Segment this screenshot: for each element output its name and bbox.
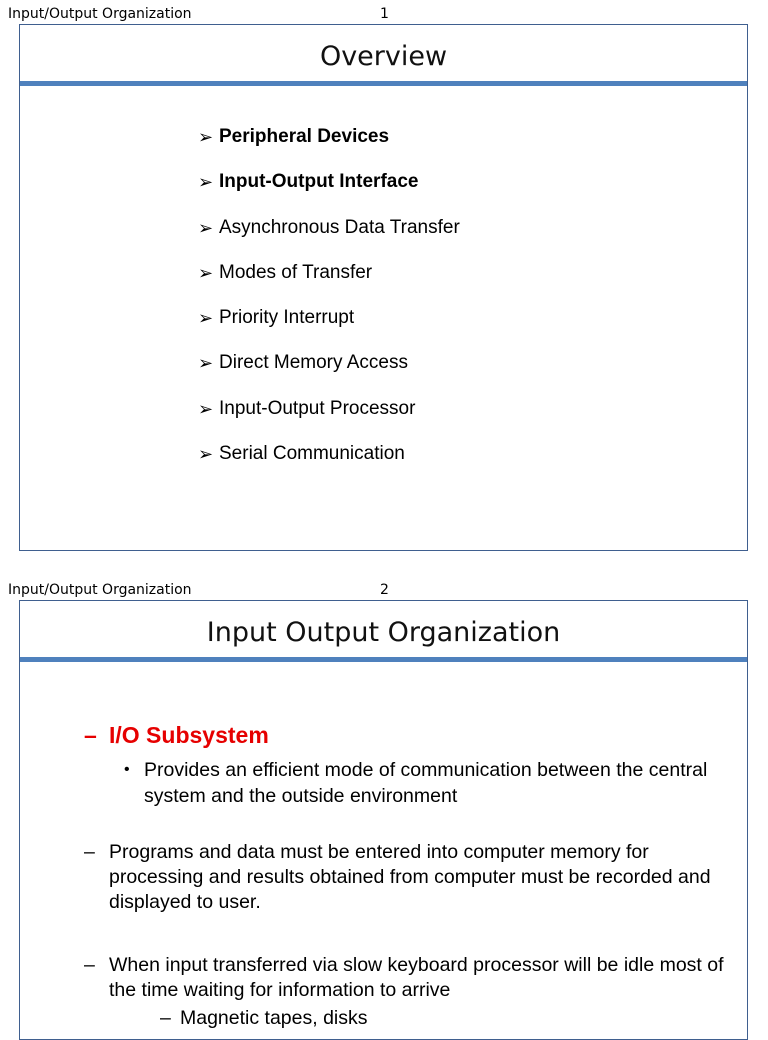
overview-bullet-item <box>198 170 460 215</box>
bullet-text: Peripheral Devices <box>219 126 390 147</box>
overview-bullet-list <box>198 125 460 487</box>
item-text: When input transferred via slow keyboard processor will be idle most of the time waiting for information to arrive <box>109 954 724 1001</box>
subitem-text: Magnetic tapes, disks <box>180 1007 368 1029</box>
overview-bullet-item <box>198 397 460 442</box>
dash-marker: – <box>160 1007 171 1029</box>
overview-bullet-item <box>198 306 460 351</box>
arrow-bullet-icon: ➢ <box>198 444 214 465</box>
dash-marker: – <box>84 722 97 748</box>
overview-bullet-item <box>198 216 460 261</box>
arrow-bullet-icon: ➢ <box>198 398 214 419</box>
item-text: Programs and data must be entered into computer memory for processing and results obtained from computer must be recorded and displayed to user. <box>109 841 711 913</box>
overview-bullet-item <box>198 261 460 306</box>
arrow-bullet-icon: ➢ <box>198 262 214 283</box>
arrow-bullet-icon: ➢ <box>198 127 214 147</box>
slide-title: Overview <box>319 41 448 72</box>
bullet-text: Serial Communication <box>219 443 405 465</box>
bullet-text: Input-Output Processor <box>219 397 416 419</box>
bullet-text: Priority Interrupt <box>219 307 355 329</box>
slide-title: Input Output Organization <box>206 617 561 648</box>
overview-bullet-item <box>198 442 460 487</box>
arrow-bullet-icon: ➢ <box>198 172 214 193</box>
bullet-text: Modes of Transfer <box>219 261 373 283</box>
title-divider <box>20 657 747 662</box>
arrow-bullet-icon: ➢ <box>198 217 214 238</box>
page-number: 2 <box>380 582 389 598</box>
slide-io-organization <box>19 600 748 1040</box>
bullet-dot-icon: • <box>124 761 130 778</box>
bullet-text: Input-Output Interface <box>219 171 419 193</box>
page-number: 1 <box>380 6 389 22</box>
arrow-bullet-icon: ➢ <box>198 308 214 329</box>
subitem-text: Provides an efficient mode of communication between the central system and the outside environment <box>144 759 708 807</box>
section-heading: I/O Subsystem <box>109 722 269 748</box>
page-header-title: Input/Output Organization <box>8 582 192 598</box>
overview-bullet-item <box>198 125 460 170</box>
page-header-title: Input/Output Organization <box>8 6 192 22</box>
dash-marker: – <box>84 841 95 863</box>
dash-marker: – <box>84 954 95 976</box>
arrow-bullet-icon: ➢ <box>198 353 214 374</box>
title-divider <box>20 81 747 86</box>
overview-bullet-item <box>198 351 460 396</box>
bullet-text: Direct Memory Access <box>219 352 408 374</box>
slide-overview <box>19 24 748 551</box>
bullet-text: Asynchronous Data Transfer <box>219 216 460 238</box>
